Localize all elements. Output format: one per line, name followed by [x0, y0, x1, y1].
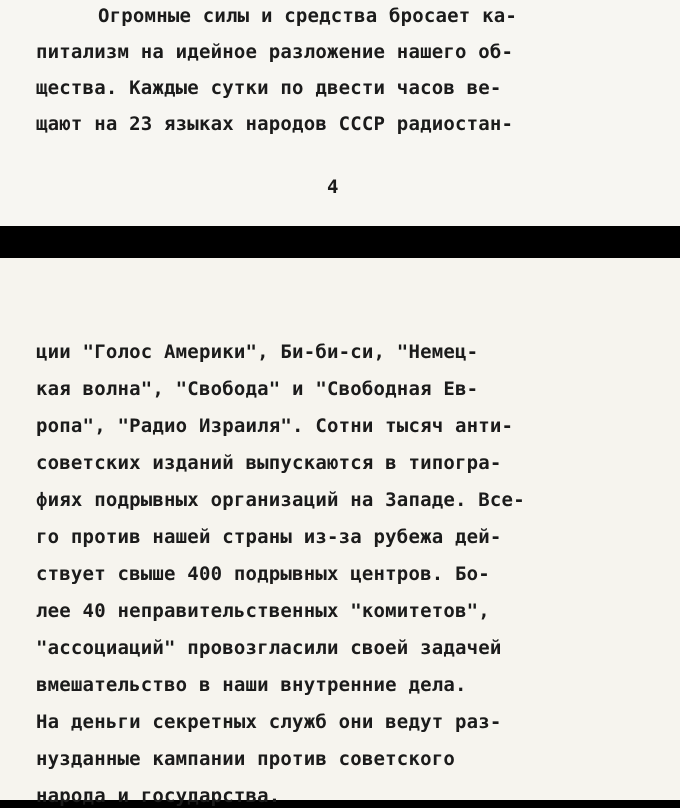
text-line: "ассоциаций" провозгласили своей задачей [36, 637, 502, 659]
text-line: лее 40 неправительственных "комитетов", [36, 600, 490, 622]
text-line: питализм на идейное разложение нашего об- [36, 41, 514, 63]
text-line: нузданные кампании против советского [36, 748, 456, 770]
bottom-page-fragment [0, 258, 680, 807]
text-line: фиях подрывных организаций на Западе. Все- [36, 489, 525, 511]
text-line: На деньги секретных служб они ведут раз- [36, 711, 502, 733]
text-line: кая волна", "Свобода" и "Свободная Ев- [36, 378, 479, 400]
text-line: ствует свыше 400 подрывных центров. Бо- [36, 563, 490, 585]
text-line: ропа", "Радио Израиля". Сотни тысяч анти- [36, 415, 514, 437]
text-line: советских изданий выпускаются в типогра- [36, 452, 502, 474]
text-line: народа и государства. [36, 785, 281, 807]
top-page-fragment [0, 0, 680, 226]
text-line: вмешательство в наши внутренние дела. [36, 674, 467, 696]
text-line: щают на 23 языках народов СССР радиостан- [36, 113, 514, 135]
text-line: щества. Каждые сутки по двести часов ве- [36, 77, 502, 99]
text-line: ции "Голос Америки", Би-би-си, "Немец- [36, 341, 479, 363]
text-line: Огромные силы и средства бросает ка- [98, 5, 518, 27]
page-number: 4 [327, 176, 339, 198]
text-line: го против нашей страны из-за рубежа дей- [36, 526, 502, 548]
